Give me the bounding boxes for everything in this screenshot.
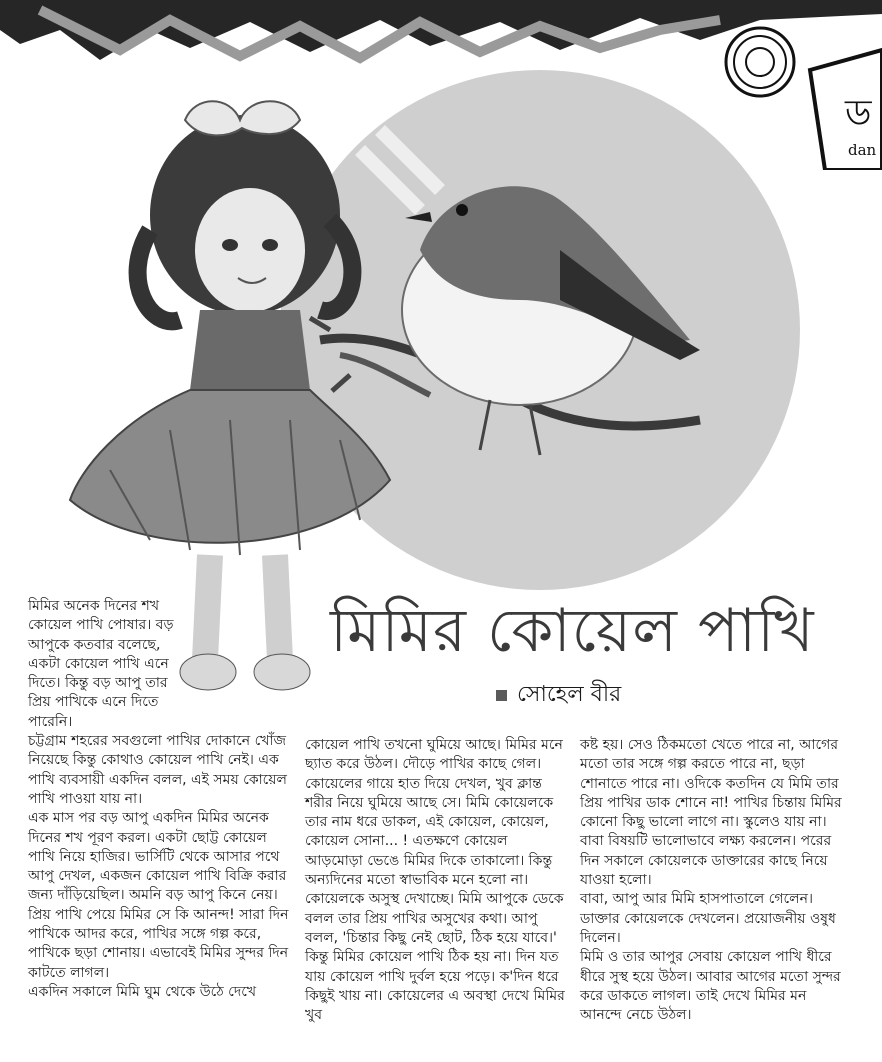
paragraph <box>28 597 290 809</box>
paragraph: এক মাস পর বড় আপু একদিন মিমির অনেক দিনের শখ পূরণ করল। একটা ছোট্ট কোয়েল পাখি নিয়ে হাজির। ভার্সিটি থেকে আসার পথে আপু দেখল, একজন কোয়েল পাখি বিক্রি করার জন্য দাঁড়িয়েছিল। অমনি বড় আপু কিনে নেয়। প্রিয় পাখি পেয়ে মিমির সে কি আনন্দ! সারা দিন পাখিকে আদর করে, পাখির সঙ্গে গল্প করে, পাখিকে ছড়া শোনায়। এভাবেই মিমির সুন্দর দিন কাটতে লাগল। <box>28 810 289 981</box>
article-title: মিমির কোয়েল পাখি <box>330 596 815 666</box>
paragraph: কষ্ট হয়। সেও ঠিকমতো খেতে পারে না, আগের মতো তার সঙ্গে গল্প করতে পারে না, ছড়া শোনাতে পারে না। ওদিকে কতদিন যে মিমি তার প্রিয় পাখির ডাক শোনে না! পাখির চিন্তায় মিমির কোনো কিছু ভালো লাগে না। স্কুলেও যায় না। বাবা বিষয়টি ভালোভাবে লক্ষ্য করলেন। পরের দিন সকালে কোয়েলকে ডাক্তারের কাছে নিয়ে যাওয়া হলো। <box>580 737 842 889</box>
author-byline <box>496 680 621 710</box>
paragraph: বাবা, আপু আর মিমি হাসপাতালে গেলেন। ডাক্তার কোয়েলকে দেখলেন। প্রয়োজনীয় ওষুধ দিলেন। <box>580 891 836 946</box>
article-column-3 <box>580 736 848 1025</box>
paragraph: একদিন সকালে মিমি ঘুম থেকে উঠে দেখে <box>28 983 257 1000</box>
badge-art <box>700 20 882 170</box>
paragraph: কোয়েলকে অসুস্থ দেখাচ্ছে। মিমি আপুকে ডেকে বলল তার প্রিয় পাখির অসুখের কথা। আপু বলল, 'চিন্তার কিছু নেই ছোট, ঠিক হয়ে যাবে।' কিন্তু মিমির কোয়েল পাখি ঠিক হয় না। দিন যত যায় কোয়েল পাখি দুর্বল হয়ে পড়ে। ক'দিন ধরে কিছুই খায় না। কোয়েলের এ অবস্থা দেখে মিমির খুব <box>305 891 565 1024</box>
paragraph-rest: চট্টগ্রাম শহরের সবগুলো পাখির দোকানে খোঁজ নিয়েছে কিন্তু কোথাও কোয়েল পাখি নেই। এক পাখি ব্যবসায়ী একদিন বলল, এই সময় কোয়েল পাখি পাওয়া যায় না। <box>28 733 287 807</box>
paragraph: কোয়েল পাখি তখনো ঘুমিয়ে আছে। মিমির মনে ছ্যাত করে উঠল। দৌড়ে পাখির কাছে গেল। কোয়েলের গায়ে হাত দিয়ে দেখল, খুব ক্লান্ত শরীর নিয়ে ঘুমিয়ে আছে সে। মিমি কোয়েলকে তার নাম ধরে ডাকল, এই কোয়েল, কোয়েল, কোয়েল সোনা... ! এতক্ষণে কোয়েল আড়মোড়া ভেঙে মিমির দিকে তাকালো। কিন্তু অন্যদিনের মতো স্বাভাবিক মনে হলো না। <box>305 737 563 889</box>
section-badge <box>700 20 882 170</box>
badge-letter: ড <box>845 93 872 134</box>
badge-subtext: dan <box>848 141 877 159</box>
byline-square-icon <box>496 690 507 701</box>
article-column-1 <box>28 597 290 1002</box>
author-name: সোহেল বীর <box>517 682 622 707</box>
paragraph: মিমি ও তার আপুর সেবায় কোয়েল পাখি ধীরে ধীরে সুস্থ হয়ে উঠল। আবার আগের মতো সুন্দর করে ডাকতে লাগল। তাই দেখে মিমির মন আনন্দে নেচে উঠল। <box>580 949 841 1024</box>
paragraph-narrow-part: মিমির অনেক দিনের শখ কোয়েল পাখি পোষার। বড় আপুকে কতবার বলেছে, একটা কোয়েল পাখি এনে দিতে। কিন্তু বড় আপু তার প্রিয় পাখিকে এনে দিতে পারেনি। <box>28 598 174 730</box>
article-column-2 <box>305 736 567 1025</box>
